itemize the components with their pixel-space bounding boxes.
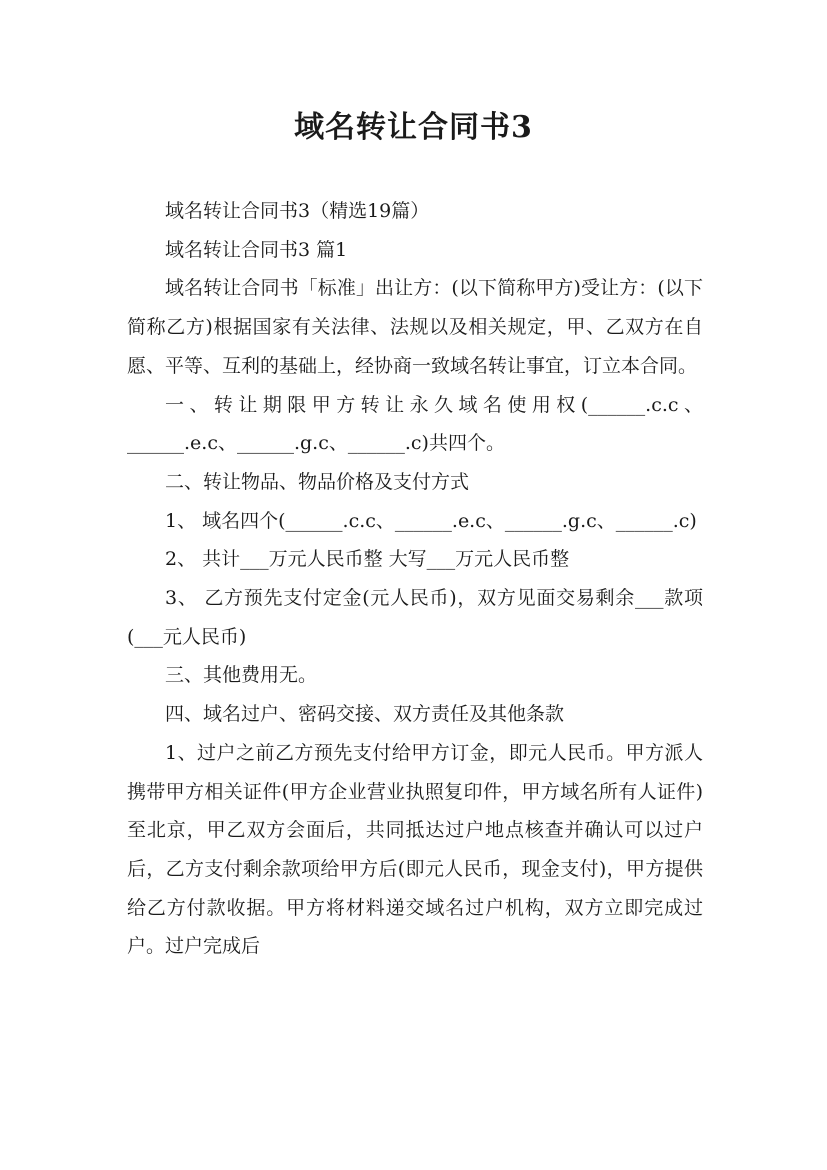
paragraph-heading-transfer: 四、域名过户、密码交接、双方责任及其他条款 [165,703,565,726]
paragraph-item-1: 1、 域名四个(______.c.c、______.e.c、______.g.c、______.c) [165,509,697,532]
paragraph-transfer-term: 一、转让期限甲方转让永久域名使用权(______.c.c、______.e.c、______.g.c、______.c)共四个。 [127,393,703,455]
paragraph-preamble: 域名转让合同书「标准」出让方：(以下简称甲方)受让方：(以下简称乙方)根据国家有关法律、法规以及相关规定，甲、乙双方在自愿、平等、互利的基础上，经协商一致域名转让事宜，订立本合同。 [127,277,703,377]
paragraph-section-heading: 域名转让合同书3 篇1 [165,238,348,261]
document-body [127,192,703,966]
paragraph-item-3: 3、 乙方预先支付定金(元人民币)，双方见面交易剩余___款项(___元人民币) [127,587,703,648]
paragraph-other-fees: 三、其他费用无。 [165,664,318,687]
paragraph-subtitle: 域名转让合同书3（精选19篇） [165,200,430,222]
paragraph-heading-items: 二、转让物品、物品价格及支付方式 [165,470,470,493]
paragraph-transfer-procedure: 1、过户之前乙方预先支付给甲方订金，即元人民币。甲方派人携带甲方相关证件(甲方企业营业执照复印件，甲方域名所有人证件)至北京，甲乙双方会面后，共同抵达过户地点核查并确认可以过户后，乙方支付剩余款项给甲方后(即元人民币，现金支付)，甲方提供给乙方付款收据。甲方将材料递交域名过户机构，双方立即完成过户。过户完成后 [127,741,703,958]
paragraph-item-2: 2、 共计___万元人民币整 大写___万元人民币整 [165,548,570,571]
document-title: 域名转让合同书3 [294,110,533,145]
